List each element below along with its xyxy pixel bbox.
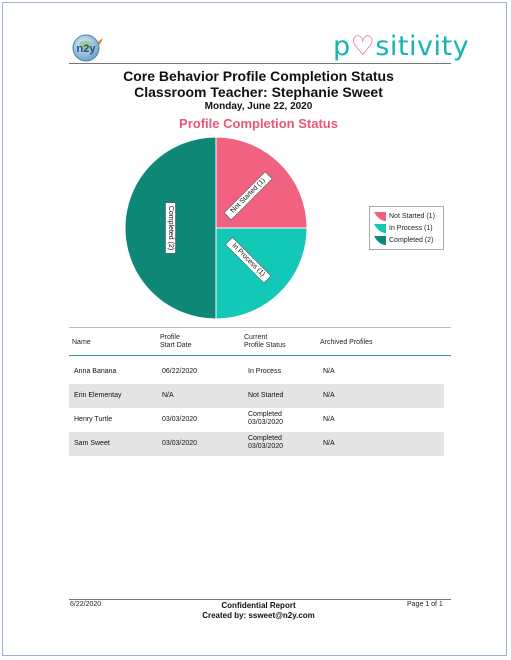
positivity-logo: p♡sitivity (333, 31, 470, 62)
cell-status: Not Started (248, 392, 284, 399)
heart-icon: ♡ (350, 31, 376, 62)
legend-item: Completed (2) (374, 234, 443, 246)
column-header-status: Current Profile Status (244, 334, 286, 349)
legend-swatch-icon (374, 236, 386, 245)
chart-title: Profile Completion Status (179, 116, 338, 131)
column-header-archived: Archived Profiles (320, 339, 373, 346)
header-divider (69, 63, 451, 64)
column-header-start-date: Profile Start Date (160, 334, 192, 349)
cell-start-date: N/A (162, 392, 174, 399)
svg-text:n2y: n2y (76, 43, 96, 55)
n2y-logo (72, 34, 106, 64)
footer-confidential: Confidential Report (221, 601, 296, 610)
report-date: Monday, June 22, 2020 (204, 101, 313, 112)
legend-item: Not Started (1) (374, 210, 443, 222)
table-top-divider (69, 327, 451, 328)
svg-text:Completed (2): Completed (2) (167, 205, 174, 251)
svg-text:In Process (1): In Process (1) (230, 242, 267, 279)
report-title: Core Behavior Profile Completion Status (123, 68, 394, 84)
legend-swatch-icon (374, 212, 386, 221)
cell-name: Sam Sweet (74, 440, 110, 447)
pie-chart (121, 133, 311, 323)
table-row (69, 384, 444, 408)
table-row (69, 408, 444, 432)
cell-name: Erin Elementay (74, 392, 122, 399)
cell-archived: N/A (323, 440, 335, 447)
footer-created-by: Created by: ssweet@n2y.com (202, 611, 315, 620)
legend-swatch-icon (374, 224, 386, 233)
table-row (69, 360, 444, 384)
chart-legend (369, 206, 444, 250)
footer-page-number: Page 1 of 1 (407, 601, 443, 608)
table-row (69, 432, 444, 456)
cell-status: In Process (248, 368, 282, 375)
cell-name: Henry Turtle (74, 416, 113, 423)
cell-status: Completed 03/03/2020 (248, 435, 284, 450)
cell-name: Anna Banana (74, 368, 117, 375)
cell-start-date: 06/22/2020 (162, 368, 198, 375)
legend-item: In Process (1) (374, 222, 443, 234)
cell-start-date: 03/03/2020 (162, 440, 198, 447)
cell-archived: N/A (323, 368, 335, 375)
pie-label (166, 203, 176, 254)
svg-text:Not Started (1): Not Started (1) (229, 177, 267, 215)
report-page (2, 2, 507, 656)
cell-archived: N/A (323, 416, 335, 423)
footer-divider (69, 599, 451, 600)
report-subtitle: Classroom Teacher: Stephanie Sweet (134, 84, 383, 100)
cell-start-date: 03/03/2020 (162, 416, 198, 423)
footer-date: 6/22/2020 (70, 601, 102, 608)
table-header-divider (69, 355, 451, 356)
cell-status: Completed 03/03/2020 (248, 411, 284, 426)
column-header-name: Name (72, 339, 91, 346)
cell-archived: N/A (323, 392, 335, 399)
